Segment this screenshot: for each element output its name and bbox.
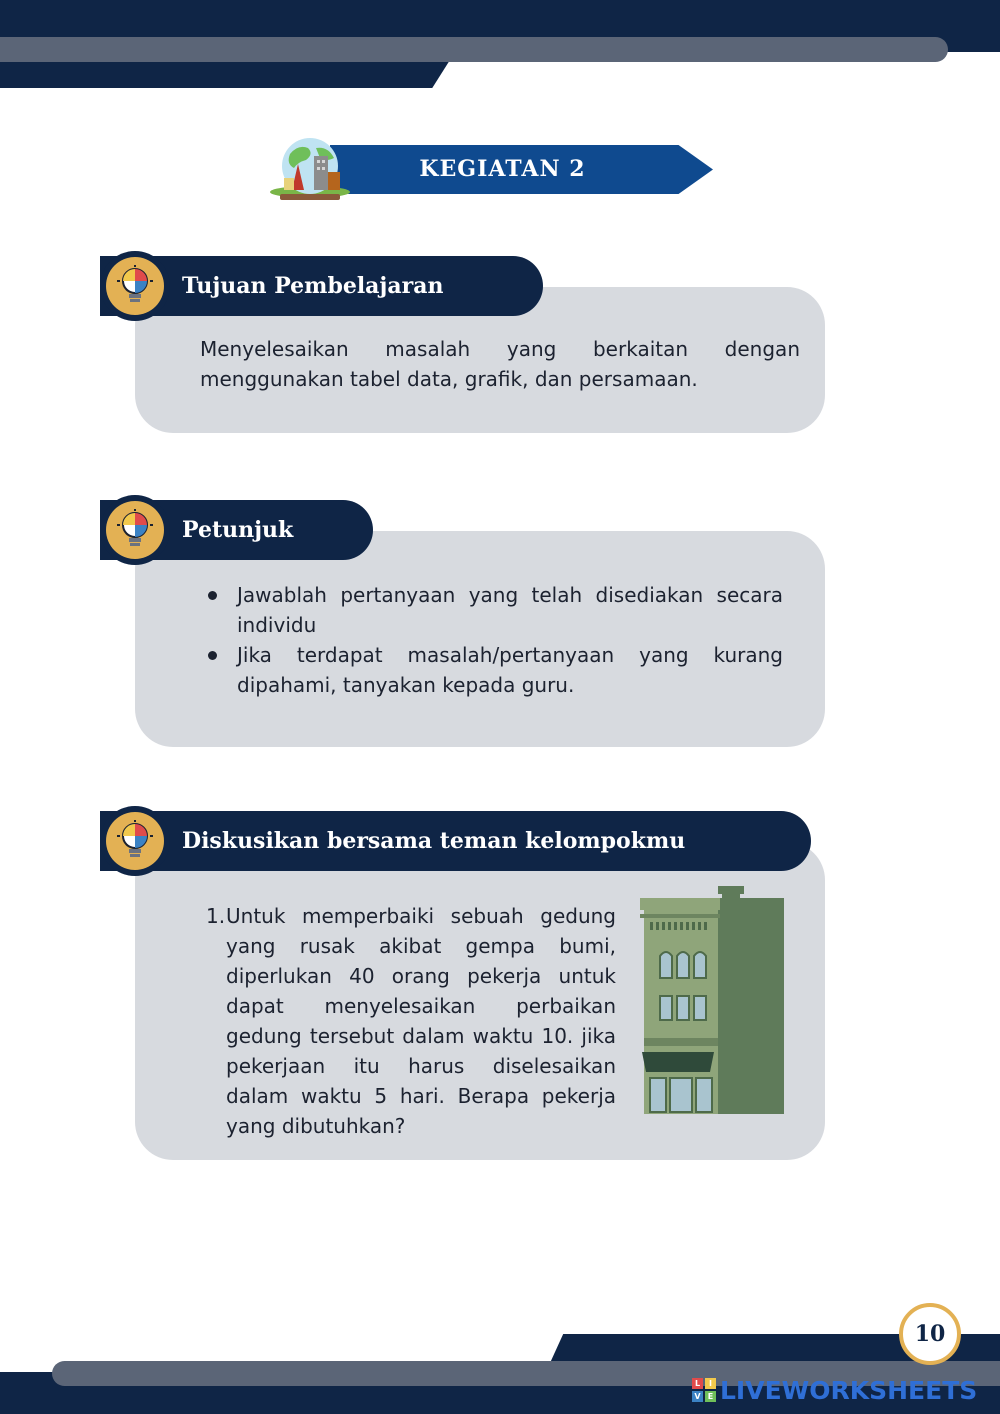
tujuan-badge: [100, 251, 170, 321]
lightbulb-puzzle-icon: [117, 820, 153, 862]
question-block: [206, 901, 616, 1141]
list-item: Jawablah pertanyaan yang telah disediakan secara individu: [200, 580, 783, 640]
tujuan-text: Menyelesaikan masalah yang berkaitan dengan menggunakan tabel data, grafik, dan persamaan.: [200, 337, 800, 391]
petunjuk-list: [200, 580, 783, 700]
lightbulb-puzzle-icon: [117, 509, 153, 551]
activity-title: KEGIATAN 2: [419, 156, 586, 182]
section-title: Tujuan Pembelajaran: [182, 273, 444, 299]
lightbulb-puzzle-icon: [117, 265, 153, 307]
liveworksheets-watermark: [692, 1376, 977, 1404]
question-text: Untuk memperbaiki sebuah gedung yang rusak akibat gempa bumi, diperlukan 40 orang pekerja untuk dapat menyelesaikan perbaikan gedung tersebut dalam waktu 10. jika pekerjaan itu harus diselesaikan dalam waktu 5 hari. Berapa pekerja yang dibutuhkan?: [226, 904, 616, 1138]
building-illustration: [638, 884, 784, 1114]
diskusi-badge: [100, 806, 170, 876]
page-number: 10: [899, 1303, 961, 1365]
liveworksheets-logo-icon: L I V E: [692, 1378, 716, 1402]
petunjuk-badge: [100, 495, 170, 565]
globe-landmarks-icon: [268, 134, 352, 202]
diskusi-header: [100, 811, 811, 871]
section-title: Petunjuk: [182, 517, 294, 543]
top-accent-bar: [0, 37, 948, 62]
section-title: Diskusikan bersama teman kelompokmu: [182, 828, 686, 854]
question-number: 1.: [206, 904, 226, 928]
watermark-text: LIVEWORKSHEETS: [720, 1375, 978, 1405]
list-item: Jika terdapat masalah/pertanyaan yang kurang dipahami, tanyakan kepada guru.: [200, 640, 783, 700]
